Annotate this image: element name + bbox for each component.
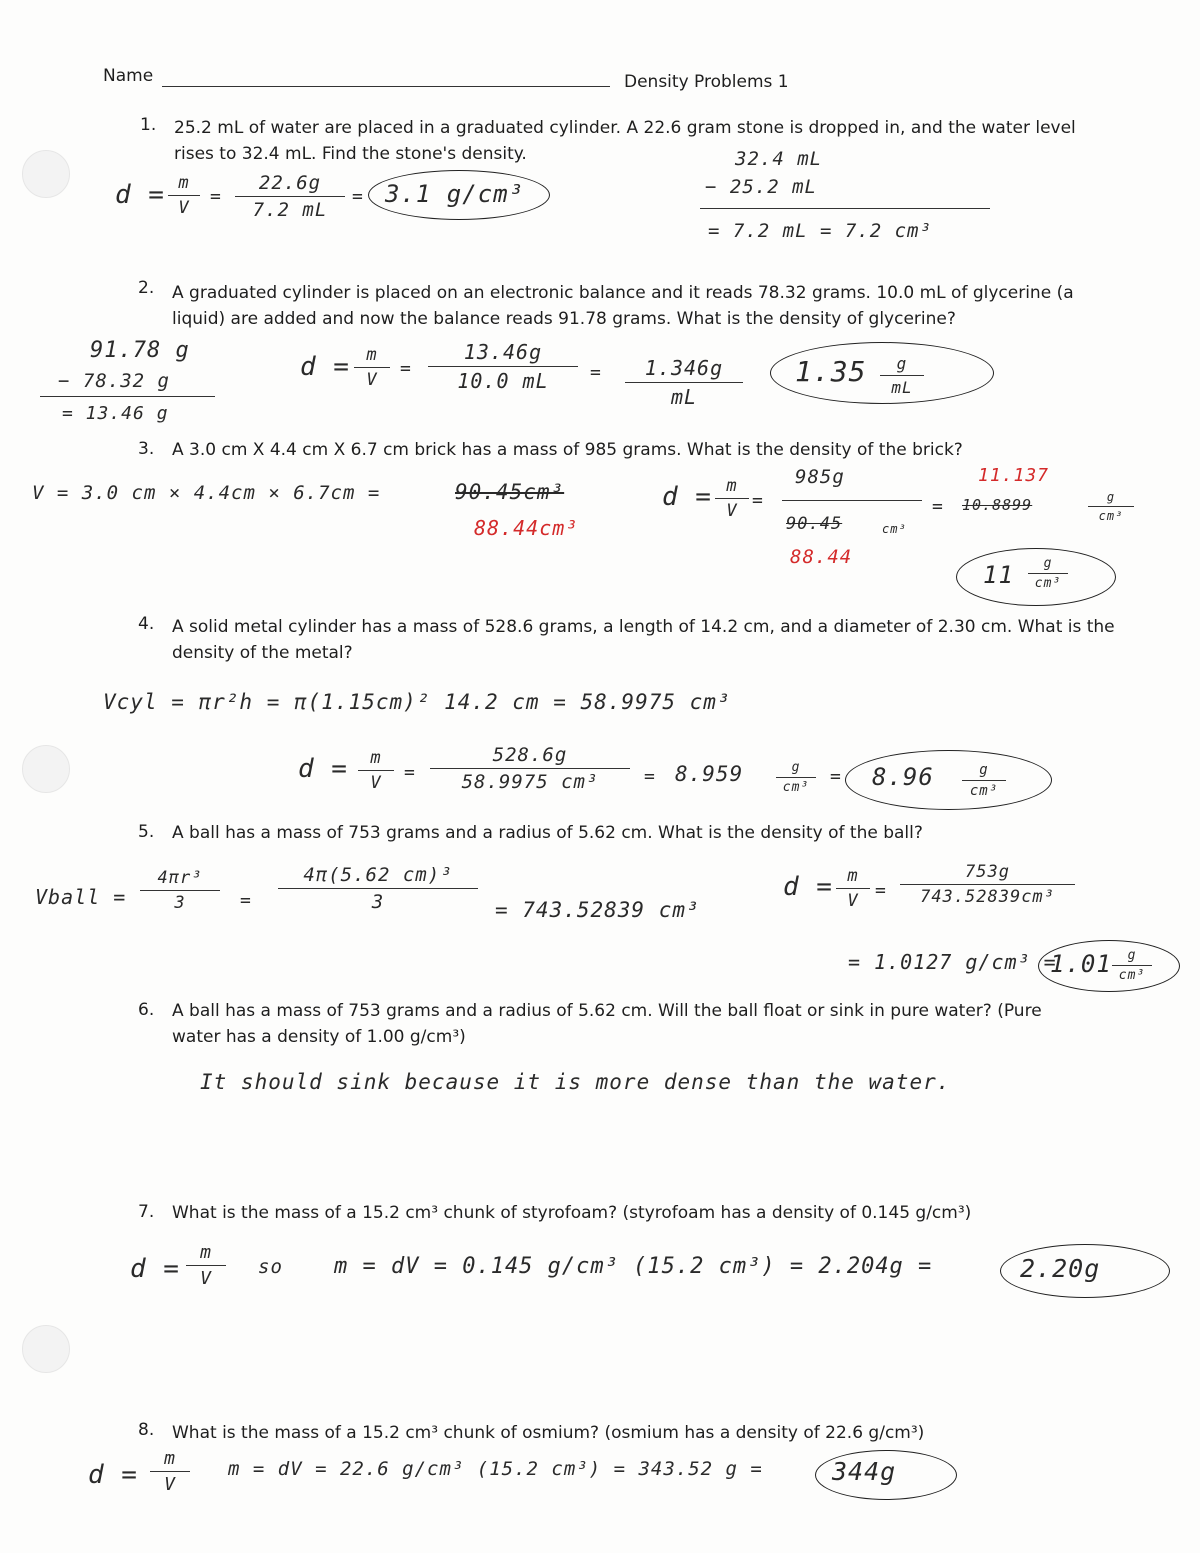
m-over-v: m V bbox=[168, 173, 200, 218]
intermediate-unit: g cm³ bbox=[776, 760, 816, 795]
m-over-v: m V bbox=[186, 1242, 226, 1289]
mass-calculation: m = dV = 22.6 g/cm³ (15.2 cm³) = 343.52 g = bbox=[228, 1458, 763, 1480]
subtraction-line bbox=[700, 208, 990, 209]
binder-hole bbox=[22, 1325, 70, 1373]
density-formula-label: d = bbox=[300, 352, 350, 382]
subtraction-line bbox=[40, 396, 215, 397]
volume-calculation: Vcyl = πr²h = π(1.15cm)² 14.2 cm = 58.9975 cm³ bbox=[103, 690, 731, 714]
density-formula-label: d = bbox=[115, 180, 165, 210]
final-answer-unit: g cm³ bbox=[1112, 948, 1152, 983]
written-answer: It should sink because it is more dense than the water. bbox=[200, 1070, 951, 1094]
intermediate-result: 1.346g mL bbox=[625, 356, 743, 409]
question-number: 8. bbox=[138, 1420, 155, 1440]
question-text: A 3.0 cm X 4.4 cm X 6.7 cm brick has a mass of 985 grams. What is the density of the brick? bbox=[172, 440, 963, 460]
subtraction-bottom: − 78.32 g bbox=[58, 370, 170, 392]
equals-sign: = bbox=[932, 496, 944, 517]
final-answer-value: 11 bbox=[983, 561, 1014, 589]
result-unit: g cm³ bbox=[1088, 490, 1134, 523]
struck-denominator: 90.45 bbox=[786, 514, 843, 534]
volume-result: = 743.52839 cm³ bbox=[495, 898, 700, 922]
question-number: 7. bbox=[138, 1202, 155, 1222]
subtraction-top: 91.78 g bbox=[90, 338, 190, 363]
question-number: 6. bbox=[138, 1000, 155, 1020]
intermediate-result: 8.959 bbox=[675, 762, 744, 786]
equals-sign: = bbox=[590, 362, 602, 383]
substituted-fraction: 753g 743.52839cm³ bbox=[900, 862, 1075, 907]
intermediate-result: = 1.0127 g/cm³ = bbox=[848, 950, 1057, 974]
final-answer-unit: g cm³ bbox=[962, 762, 1006, 799]
mass-calculation: m = dV = 0.145 g/cm³ (15.2 cm³) = 2.204g = bbox=[334, 1254, 933, 1279]
binder-hole bbox=[22, 745, 70, 793]
denominator-unit: cm³ bbox=[882, 522, 907, 536]
equals-sign: = bbox=[644, 766, 656, 787]
question-text: What is the mass of a 15.2 cm³ chunk of styrofoam? (styrofoam has a density of 0.145 g/cm³) bbox=[172, 1203, 972, 1223]
equals-sign: = bbox=[240, 890, 252, 911]
so-label: so bbox=[258, 1256, 283, 1278]
fraction-numerator: 985g bbox=[795, 466, 845, 488]
question-number: 2. bbox=[138, 278, 155, 298]
equals-sign: = bbox=[752, 490, 764, 511]
question-text: A graduated cylinder is placed on an electronic balance and it reads 78.32 grams. 10.0 mL of glycerine (a liquid) are added and now the balance reads 91.78 grams. What is the density of glycerine? bbox=[172, 283, 1074, 329]
final-answer-value: 1.35 bbox=[795, 355, 867, 388]
sphere-volume-formula: 4πr³ 3 bbox=[140, 868, 220, 913]
name-label: Name bbox=[103, 66, 154, 86]
final-answer: 3.1 g/cm³ bbox=[385, 180, 525, 208]
final-answer-value: 1.01 bbox=[1050, 950, 1112, 978]
equals-sign: = bbox=[352, 186, 364, 207]
density-formula-label: d = bbox=[662, 482, 712, 512]
density-formula-label: d = bbox=[88, 1460, 138, 1490]
question-text: 25.2 mL of water are placed in a graduated cylinder. A 22.6 gram stone is dropped in, and the water level rises to 32.4 mL. Find the stone's density. bbox=[174, 118, 1076, 164]
final-answer-unit: g cm³ bbox=[1028, 556, 1068, 591]
question-number: 4. bbox=[138, 614, 155, 634]
m-over-v: m V bbox=[358, 748, 394, 793]
equals-sign: = bbox=[210, 186, 222, 207]
equals-sign: = bbox=[400, 358, 412, 379]
equals-sign: = bbox=[404, 762, 416, 783]
equals-sign: = bbox=[830, 766, 842, 787]
question-number: 1. bbox=[140, 115, 157, 135]
m-over-v: m V bbox=[354, 345, 390, 390]
question-text: What is the mass of a 15.2 cm³ chunk of osmium? (osmium has a density of 22.6 g/cm³) bbox=[172, 1423, 925, 1443]
binder-hole bbox=[22, 150, 70, 198]
subtraction-bottom: − 25.2 mL bbox=[705, 176, 817, 198]
substituted-fraction: 13.46g 10.0 mL bbox=[428, 340, 578, 393]
substituted-fraction: 22.6g 7.2 mL bbox=[235, 172, 345, 221]
subtraction-top: 32.4 mL bbox=[735, 148, 823, 170]
question-text: A solid metal cylinder has a mass of 528.6 grams, a length of 14.2 cm, and a diameter of 2.30 cm. What is the density of the metal? bbox=[172, 617, 1115, 663]
struck-result: 10.8899 bbox=[962, 496, 1033, 514]
sphere-volume-substituted: 4π(5.62 cm)³ 3 bbox=[278, 864, 478, 913]
final-answer-unit: g mL bbox=[880, 354, 924, 397]
corrected-volume: 88.44cm³ bbox=[474, 516, 579, 540]
density-formula-label: d = bbox=[298, 754, 348, 784]
m-over-v: m V bbox=[836, 866, 870, 911]
corrected-denominator: 88.44 bbox=[790, 546, 853, 568]
struck-volume: 90.45cm³ bbox=[455, 480, 565, 504]
volume-label: Vball = bbox=[35, 885, 127, 909]
final-answer-value: 8.96 bbox=[872, 763, 934, 791]
m-over-v: m V bbox=[715, 476, 749, 521]
question-text: A ball has a mass of 753 grams and a radius of 5.62 cm. What is the density of the ball? bbox=[172, 823, 923, 843]
page-title: Density Problems 1 bbox=[624, 72, 789, 92]
subtraction-result: = 7.2 mL = 7.2 cm³ bbox=[708, 220, 932, 242]
final-answer: 2.20g bbox=[1020, 1254, 1101, 1283]
name-line bbox=[162, 86, 610, 87]
corrected-result: 11.137 bbox=[978, 465, 1050, 486]
m-over-v: m V bbox=[150, 1448, 190, 1495]
subtraction-result: = 13.46 g bbox=[62, 403, 169, 424]
density-formula-label: d = bbox=[130, 1254, 180, 1284]
volume-calculation: V = 3.0 cm × 4.4cm × 6.7cm = bbox=[32, 482, 381, 504]
fraction-bar bbox=[782, 500, 922, 501]
substituted-fraction: 528.6g 58.9975 cm³ bbox=[430, 744, 630, 793]
final-answer: 344g bbox=[832, 1457, 897, 1486]
density-formula-label: d = bbox=[783, 872, 833, 902]
question-text: A ball has a mass of 753 grams and a radius of 5.62 cm. Will the ball float or sink in pure water? (Pure water has a density of 1.00 g/cm³) bbox=[172, 1001, 1042, 1047]
question-number: 3. bbox=[138, 439, 155, 459]
equals-sign: = bbox=[875, 880, 887, 901]
question-number: 5. bbox=[138, 822, 155, 842]
